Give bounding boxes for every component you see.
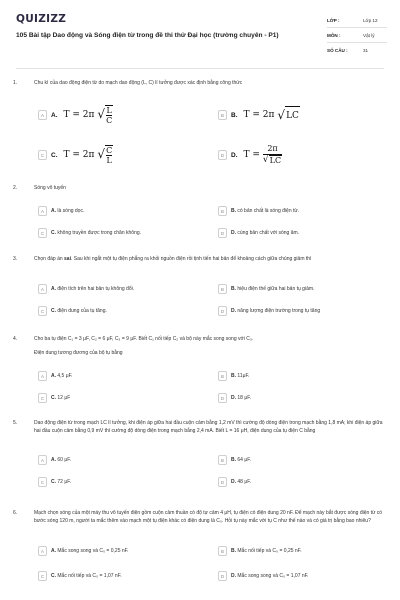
option-text: Mắc song song và C₀ = 1,07 nF. bbox=[237, 573, 309, 579]
sqrt-symbol: √ $\frac{L}{C}$ bbox=[97, 105, 113, 126]
option-label: C. bbox=[51, 230, 56, 236]
fraction-numerator: 2π bbox=[267, 144, 278, 154]
option-badge: D bbox=[218, 477, 227, 487]
option-label: A. bbox=[51, 208, 56, 214]
option-text: 60 μF. bbox=[57, 457, 72, 463]
option-d[interactable] bbox=[218, 142, 390, 168]
option-text: Mắc nối tiếp và C₀ = 1,07 nF. bbox=[57, 573, 122, 579]
option-badge: B bbox=[218, 206, 227, 216]
option-text: không truyền được trong chân không. bbox=[57, 230, 142, 236]
radicand: LC bbox=[285, 106, 300, 124]
option-a[interactable] bbox=[38, 283, 210, 295]
option-badge: A bbox=[38, 455, 47, 465]
meta-class-key: LỚP : bbox=[327, 17, 340, 23]
option-badge: D bbox=[218, 150, 227, 160]
option-c[interactable] bbox=[38, 227, 210, 239]
option-text: 4,5 μF. bbox=[57, 373, 73, 379]
formula bbox=[51, 105, 113, 126]
question-number: 4. bbox=[13, 336, 18, 342]
option-label: C. bbox=[51, 151, 58, 159]
option-label: C. bbox=[51, 395, 56, 401]
option-badge: A bbox=[38, 206, 47, 216]
fraction-numerator: L bbox=[106, 105, 112, 115]
option-label: B. bbox=[231, 373, 236, 379]
formula-lhs: T = 2π bbox=[63, 110, 95, 120]
option-label: B. bbox=[231, 208, 236, 214]
option-label: D. bbox=[231, 151, 238, 159]
option-d[interactable] bbox=[218, 570, 390, 582]
option-text: điện dung của tụ tăng. bbox=[57, 308, 107, 314]
question-text: Cho ba tụ điện C₁ = 3 μF, C₂ = 6 μF, C₃ = 9 μF. Biết C₁ nối tiếp C₂ và bộ này mắc song song với C₃. bbox=[34, 336, 254, 342]
meta-subject-row bbox=[327, 29, 387, 41]
option-badge: C bbox=[38, 571, 47, 581]
formula bbox=[231, 106, 300, 124]
option-d[interactable] bbox=[218, 476, 390, 488]
option-badge: A bbox=[38, 371, 47, 381]
option-label: A. bbox=[51, 111, 58, 119]
option-a[interactable] bbox=[38, 205, 210, 217]
option-a[interactable] bbox=[38, 454, 210, 466]
option-text: hiệu điện thế giữa hai bản tụ giảm. bbox=[237, 286, 315, 292]
question-text: Dao động điện từ trong mạch LC lí tưởng, khi điện áp giữa hai đầu cuộn cảm bằng 1,2 mV thì cường độ dòng điện trong mạch bằng 1,8 mA; khi điện áp giữa hai đầu cuộn cảm bằng 0,9 mV thì cường độ dòng điện trong mạch bằng 2,4 mA. Biết L = 16 μH, điện dung của tụ điện C bằng bbox=[34, 420, 383, 434]
meta-class-row bbox=[327, 14, 387, 26]
option-label: D. bbox=[231, 230, 236, 236]
option-badge: A bbox=[38, 110, 47, 120]
option-badge: C bbox=[38, 150, 47, 160]
question-text: Chu kì của dao động điện từ do mạch dao động (L, C) lí tưởng được xác định bằng công thức bbox=[34, 80, 243, 86]
formula bbox=[51, 145, 113, 166]
option-badge: C bbox=[38, 306, 47, 316]
option-badge: B bbox=[218, 546, 227, 556]
question-text: Sóng vô tuyến bbox=[34, 185, 66, 191]
option-a[interactable] bbox=[38, 102, 210, 128]
option-b[interactable] bbox=[218, 454, 390, 466]
option-text: Mắc nối tiếp và C₀ = 0,25 nF. bbox=[237, 548, 302, 554]
fraction-numerator: C bbox=[106, 145, 113, 155]
option-text: điện tích trên hai bản tụ không đổi. bbox=[57, 286, 135, 292]
option-label: B. bbox=[231, 457, 236, 463]
question-number: 3. bbox=[13, 256, 18, 262]
option-text: 72 μF. bbox=[57, 479, 72, 485]
formula-lhs: T = 2π bbox=[63, 150, 95, 160]
question-text: Chọn đáp án sai. Sau khi ngắt một tụ điện phẳng ra khỏi nguồn điện rồi tịnh tiến hai bản để khoảng cách giữa chúng giảm thì bbox=[34, 256, 312, 262]
option-label: B. bbox=[231, 286, 236, 292]
option-label: B. bbox=[231, 111, 238, 119]
option-b[interactable] bbox=[218, 205, 390, 217]
question-number: 2. bbox=[13, 185, 18, 191]
question-number: 1. bbox=[13, 80, 18, 86]
option-label: A. bbox=[51, 286, 56, 292]
question-text: Điện dung tương đương của bộ tụ bằng bbox=[34, 350, 123, 356]
option-text: 12 μF bbox=[57, 395, 71, 401]
radicand: LC bbox=[269, 156, 282, 166]
option-b[interactable] bbox=[218, 102, 390, 128]
option-c[interactable] bbox=[38, 305, 210, 317]
option-badge: D bbox=[218, 393, 227, 403]
option-text: 18 μF. bbox=[237, 395, 252, 401]
meta-subject-value: Vật lý bbox=[363, 32, 375, 38]
meta-divider bbox=[327, 42, 387, 43]
option-label: C. bbox=[51, 479, 56, 485]
option-badge: C bbox=[38, 477, 47, 487]
sqrt-symbol: √ LC bbox=[277, 108, 299, 122]
option-b[interactable] bbox=[218, 370, 390, 382]
option-d[interactable] bbox=[218, 392, 390, 404]
option-label: B. bbox=[231, 548, 236, 554]
meta-subject-key: MÔN : bbox=[327, 32, 341, 38]
question-number: 5. bbox=[13, 420, 18, 426]
formula-lhs: T = bbox=[243, 150, 260, 160]
sqrt-symbol: √ $\frac{C}{L}$ bbox=[97, 145, 113, 166]
option-badge: B bbox=[218, 371, 227, 381]
meta-divider bbox=[327, 27, 387, 28]
option-text: 48 μF. bbox=[237, 479, 252, 485]
option-label: A. bbox=[51, 373, 56, 379]
option-badge: A bbox=[38, 546, 47, 556]
option-c[interactable] bbox=[38, 392, 210, 404]
quizizz-logo: QUIZIZZ bbox=[16, 13, 67, 25]
option-c[interactable] bbox=[38, 476, 210, 488]
option-label: D. bbox=[231, 479, 236, 485]
option-b[interactable] bbox=[218, 283, 390, 295]
option-badge: D bbox=[218, 571, 227, 581]
option-label: A. bbox=[51, 548, 56, 554]
option-text: cùng bản chất với sóng âm. bbox=[237, 230, 300, 236]
option-badge: C bbox=[38, 228, 47, 238]
option-a[interactable] bbox=[38, 370, 210, 382]
document-header bbox=[0, 0, 400, 64]
option-badge: B bbox=[218, 284, 227, 294]
option-label: D. bbox=[231, 573, 236, 579]
meta-count-key: SỐ CÂU : bbox=[327, 47, 348, 53]
option-d[interactable] bbox=[218, 305, 390, 317]
option-c[interactable] bbox=[38, 570, 210, 582]
meta-count-value: 31 bbox=[363, 47, 369, 53]
option-badge: B bbox=[218, 110, 227, 120]
option-badge: B bbox=[218, 455, 227, 465]
option-text: Mắc song song và C₀ = 0,25 nF. bbox=[57, 548, 129, 554]
option-label: C. bbox=[51, 573, 56, 579]
fraction-denominator: C bbox=[106, 116, 113, 126]
fraction: 2π √ LC bbox=[262, 144, 282, 166]
meta-class-value: Lớp 12 bbox=[363, 17, 378, 23]
formula-lhs: T = 2π bbox=[243, 110, 275, 120]
option-label: C. bbox=[51, 308, 56, 314]
option-text: 11μF. bbox=[237, 373, 250, 379]
option-label: A. bbox=[51, 457, 56, 463]
option-text: có bản chất là sóng điện từ. bbox=[237, 208, 300, 214]
option-text: là sóng dọc. bbox=[57, 208, 85, 214]
document-title: 105 Bài tập Dao động và Sóng điện từ trong đề thi thử Đại học (trường chuyên - P1) bbox=[16, 32, 279, 39]
option-a[interactable] bbox=[38, 545, 210, 557]
formula bbox=[231, 144, 282, 166]
option-badge: D bbox=[218, 306, 227, 316]
option-badge: A bbox=[38, 284, 47, 294]
option-label: D. bbox=[231, 308, 236, 314]
option-d[interactable] bbox=[218, 227, 390, 239]
meta-count-row bbox=[327, 44, 387, 56]
question-text: Mạch chọn sóng của một máy thu vô tuyến điện gồm cuộn cảm thuần có độ tự cảm 4 μH, tụ điện có điện dung 20 nF. Để mạch này bắt được sóng điện từ có bước sóng 120 m, người ta mắc thêm vào mạch một tụ điện khác có điện dung là C₀. Hỏi tụ này mắc với tụ C như thế nào và có giá trị bằng bao nhiêu? bbox=[34, 510, 383, 524]
option-c[interactable] bbox=[38, 142, 210, 168]
option-badge: C bbox=[38, 393, 47, 403]
question-number: 6. bbox=[13, 510, 18, 516]
option-text: năng lượng điện trường trong tụ tăng bbox=[237, 308, 321, 314]
option-text: 64 μF. bbox=[237, 457, 252, 463]
option-b[interactable] bbox=[218, 545, 390, 557]
header-divider bbox=[16, 68, 384, 69]
option-label: D. bbox=[231, 395, 236, 401]
fraction-denominator: L bbox=[106, 156, 112, 166]
option-badge: D bbox=[218, 228, 227, 238]
